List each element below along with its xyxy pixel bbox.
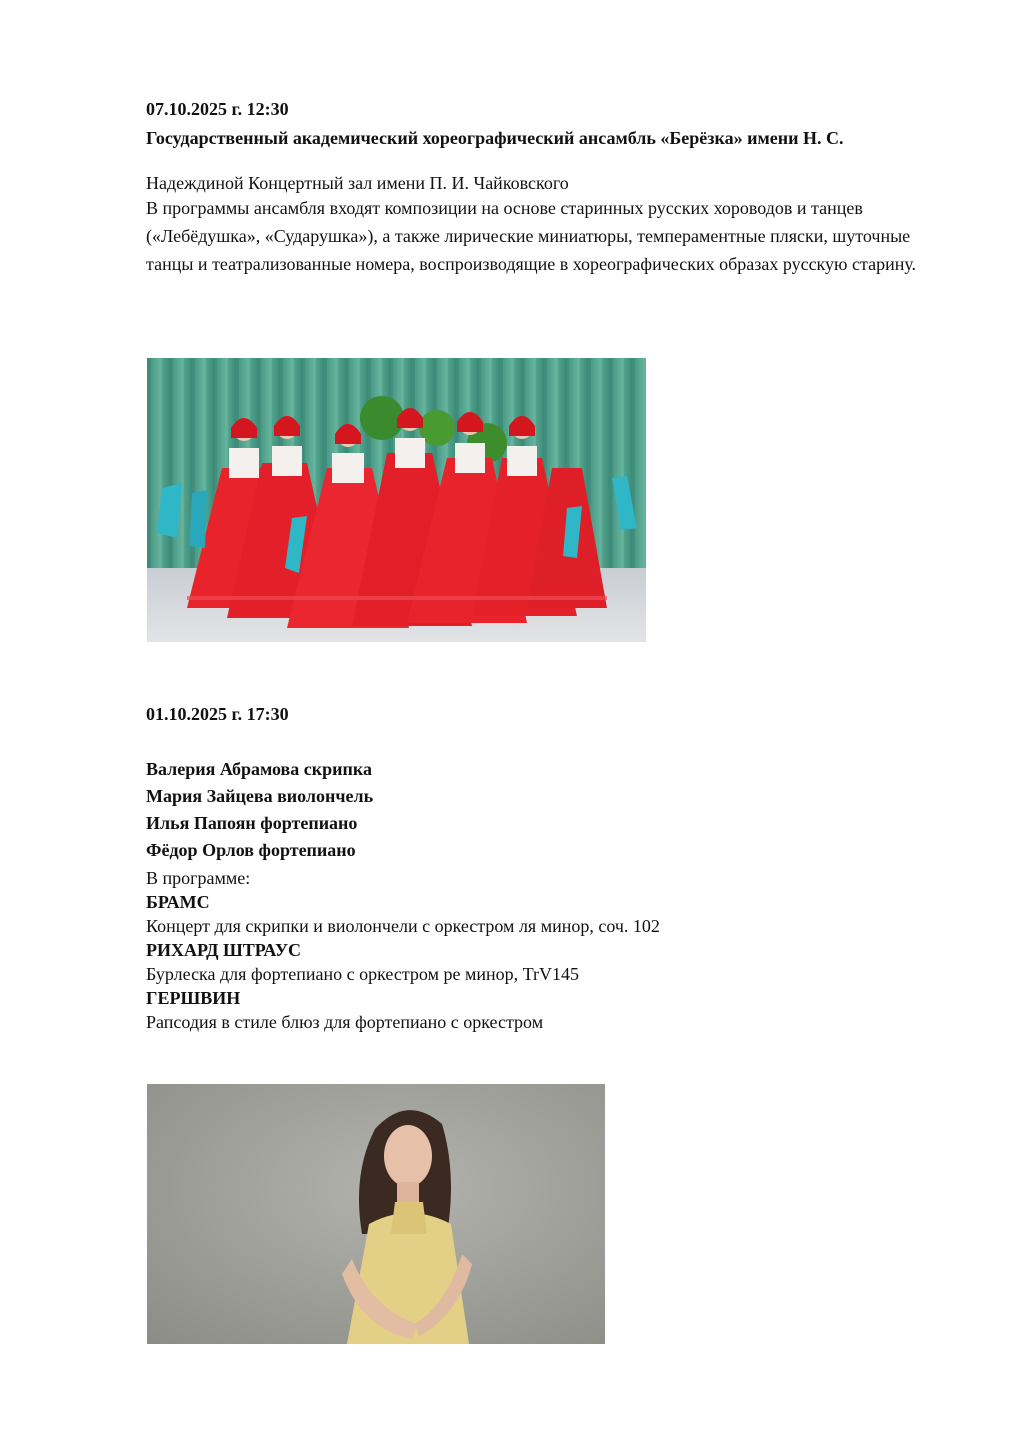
program-list [146,866,660,1034]
performers-list [146,756,373,864]
performer: Валерия Абрамова скрипка [146,759,372,779]
performer: Фёдор Орлов фортепиано [146,840,356,860]
portrait-photo [147,1084,605,1344]
composer: БРАМС [146,892,210,912]
composer: ГЕРШВИН [146,988,241,1008]
work: Бурлеска для фортепиано с оркестром ре минор, TrV145 [146,964,579,984]
event1-description: В программы ансамбля входят композиции на основе старинных русских хороводов и танцев («Лебёдушка», «Сударушка»), а также лирические миниатюры, темпераментные пляски, шуточные танцы и театрализованные номера, воспроизводящие в хореографических образах русскую старину. [146,198,917,274]
performer: Мария Зайцева виолончель [146,786,374,806]
performer: Илья Папоян фортепиано [146,813,358,833]
work: Концерт для скрипки и виолончели с оркестром ля минор, соч. 102 [146,916,660,936]
event1-title: Государственный академический хореографический ансамбль «Берёзка» имени Н. С. [146,128,844,148]
event1-datetime: 07.10.2025 г. 12:30 [146,99,289,119]
ensemble-photo [147,358,646,642]
work: Рапсодия в стиле блюз для фортепиано с оркестром [146,1012,544,1032]
event1-venue: Надеждиной Концертный зал имени П. И. Чайковского [146,173,569,193]
composer: РИХАРД ШТРАУС [146,940,302,960]
program-label: В программе: [146,868,251,888]
event2-datetime: 01.10.2025 г. 17:30 [146,704,289,724]
